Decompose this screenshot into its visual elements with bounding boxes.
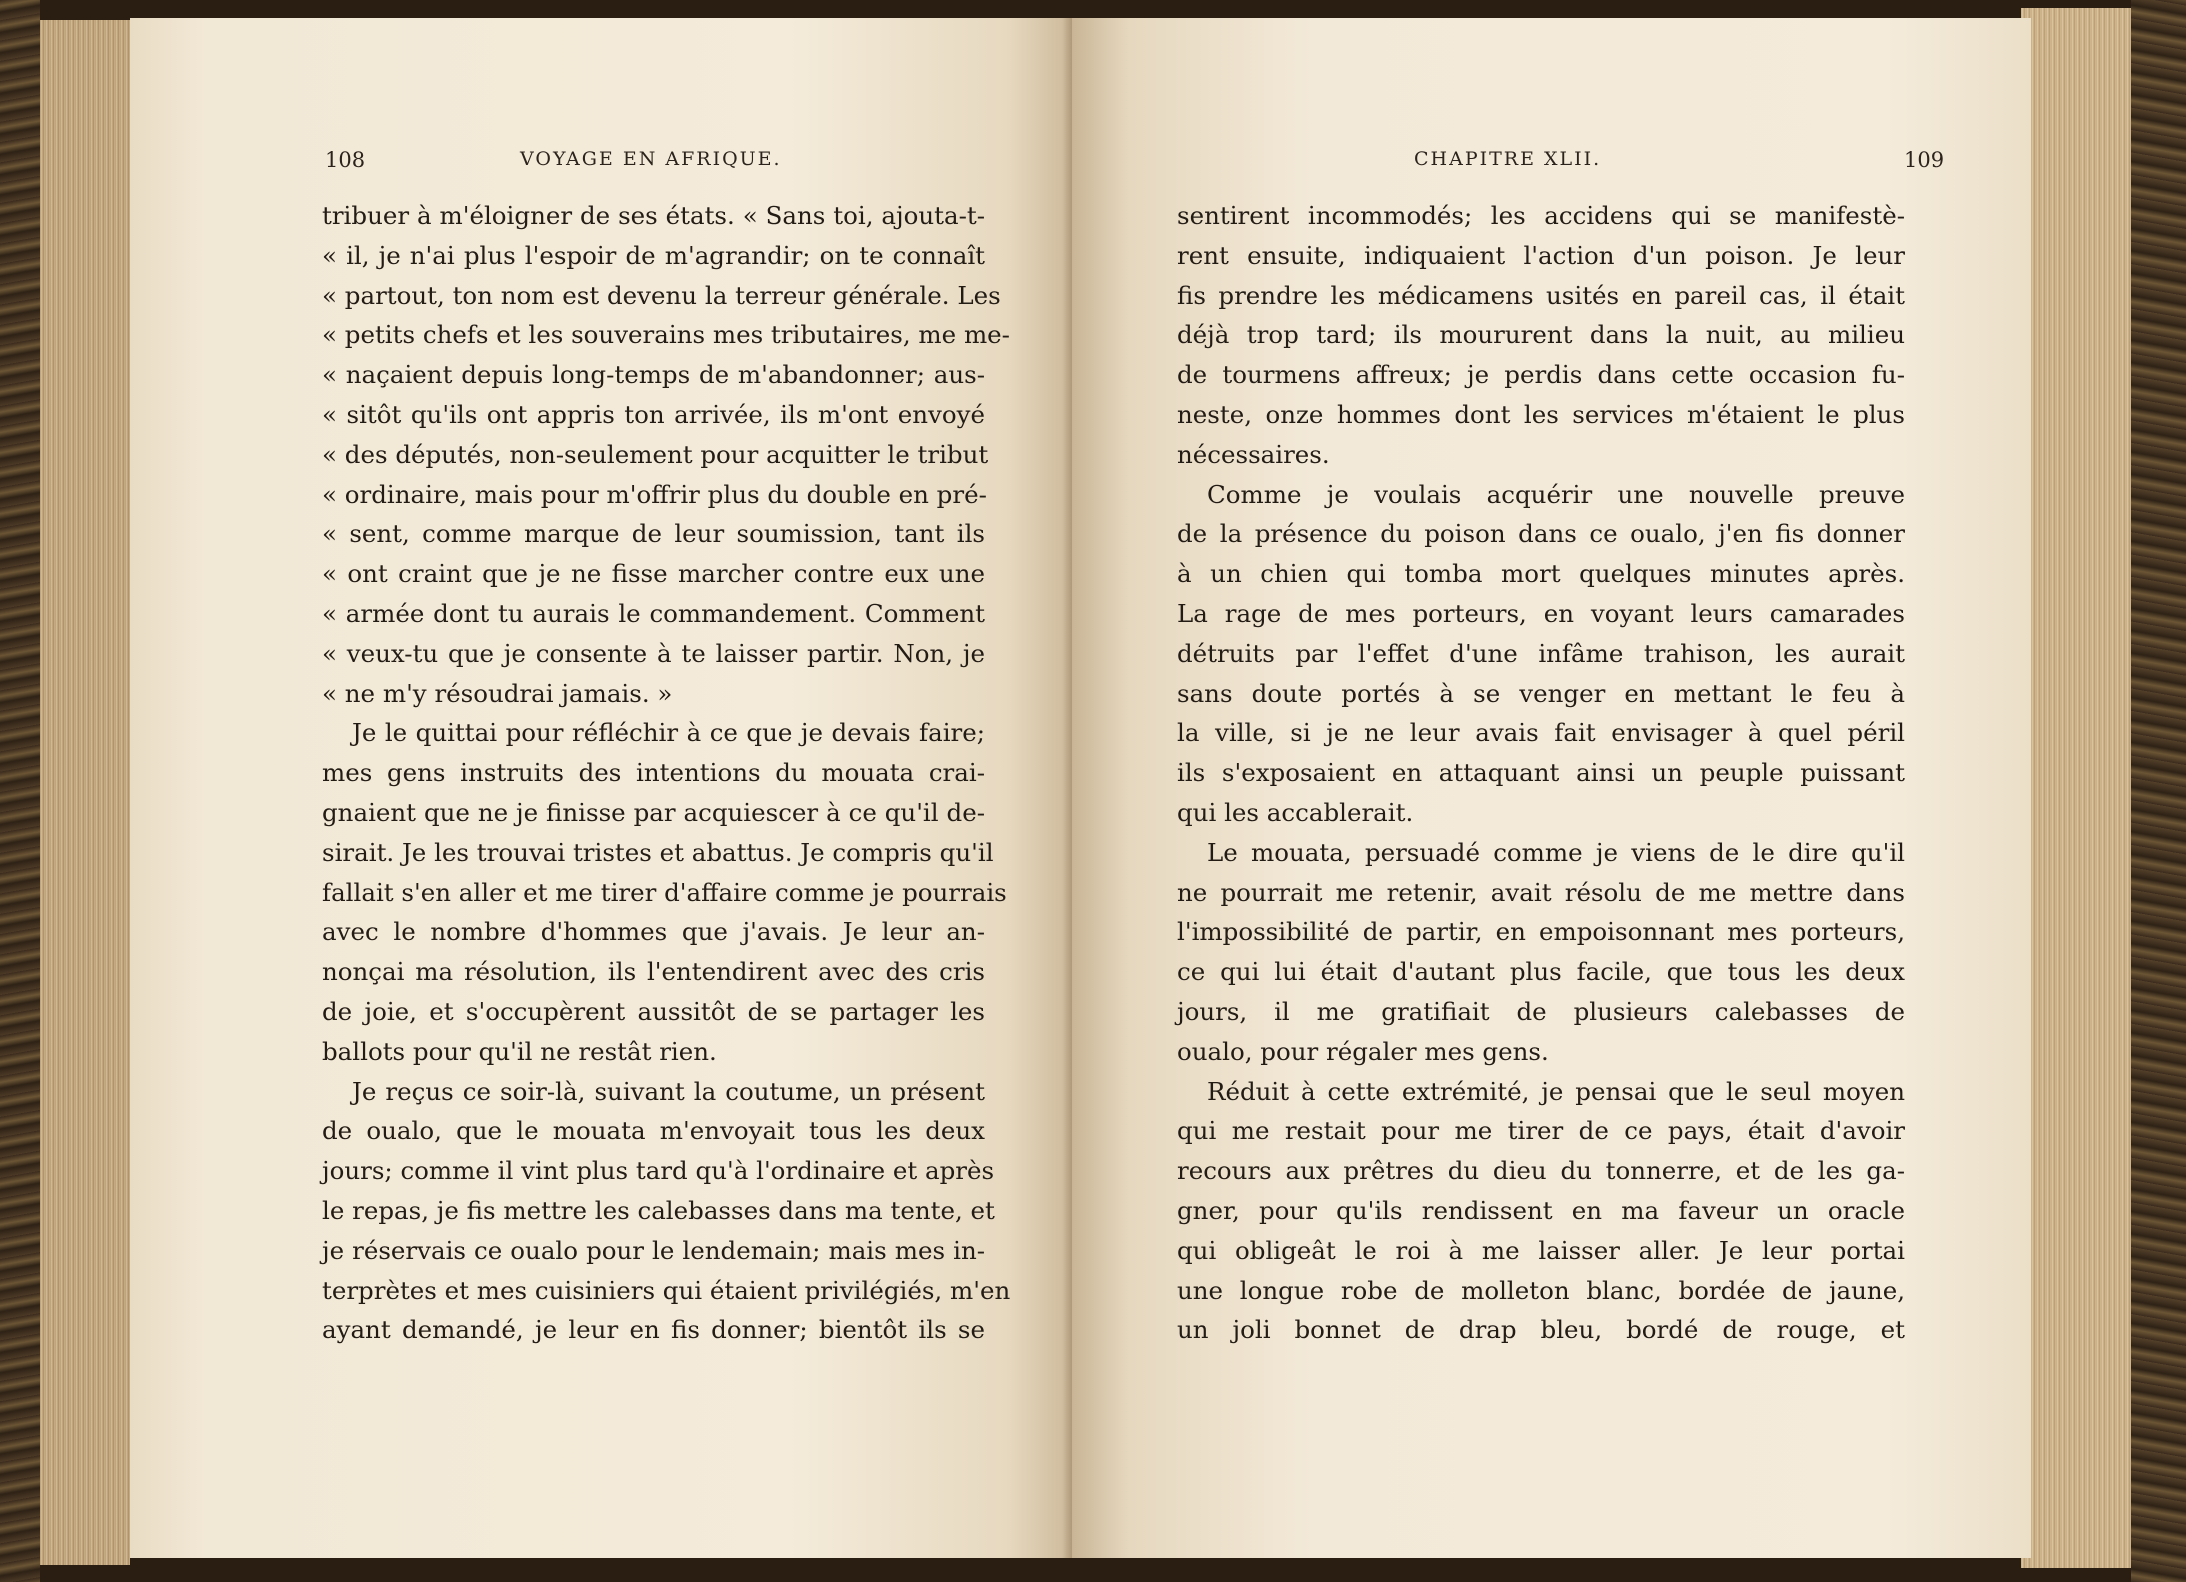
- text-line: de tourmens affreux; je perdis dans cette occasion fu-: [1177, 360, 1905, 390]
- text-line: ballots pour qu'il ne restât rien.: [322, 1036, 717, 1066]
- page-stack-right: [2021, 8, 2131, 1568]
- text-line: neste, onze hommes dont les services m'étaient le plus: [1177, 399, 1905, 429]
- text-line: je réservais ce oualo pour le lendemain; mais mes in-: [322, 1235, 985, 1265]
- right-page: [1072, 18, 2031, 1558]
- text-line: Je le quittai pour réfléchir à ce que je devais faire;: [352, 718, 985, 748]
- text-line: « ne m'y résoudrai jamais. »: [322, 678, 673, 708]
- text-line: ce qui lui était d'autant plus facile, que tous les deux: [1177, 957, 1905, 987]
- text-line: jours; comme il vint plus tard qu'à l'ordinaire et après: [322, 1156, 995, 1186]
- text-line: ayant demandé, je leur en fis donner; bientôt ils se: [322, 1315, 985, 1345]
- text-line: « ordinaire, mais pour m'offrir plus du double en pré-: [322, 479, 987, 509]
- text-line: ils s'exposaient en attaquant ainsi un peuple puissant: [1177, 758, 1905, 788]
- text-line: tribuer à m'éloigner de ses états. « Sans toi, ajouta-t-: [322, 201, 985, 230]
- text-line: terprètes et mes cuisiniers qui étaient privilégiés, m'en: [322, 1275, 1011, 1305]
- text-line: de la présence du poison dans ce oualo, j'en fis donner: [1177, 519, 1905, 549]
- text-line: détruits par l'effet d'une infâme trahison, les aurait: [1177, 638, 1905, 668]
- text-line: avec le nombre d'hommes que j'avais. Je leur an-: [322, 917, 985, 947]
- text-line: qui me restait pour me tirer de ce pays, était d'avoir: [1177, 1116, 1905, 1146]
- text-line: déjà trop tard; ils moururent dans la nuit, au milieu: [1177, 320, 1905, 350]
- text-line: « petits chefs et les souverains mes tributaires, me me-: [322, 320, 1010, 350]
- text-line: fis prendre les médicamens usités en pareil cas, il était: [1177, 280, 1905, 310]
- text-line: « des députés, non-seulement pour acquitter le tribut: [322, 439, 989, 469]
- text-line: recours aux prêtres du dieu du tonnerre, et de les ga-: [1177, 1156, 1905, 1186]
- left-page-text: [322, 196, 1011, 1350]
- text-line: Réduit à cette extrémité, je pensai que le seul moyen: [1207, 1076, 1905, 1106]
- running-head: CHAPITRE XLII.: [1414, 148, 1602, 170]
- text-line: le repas, je fis mettre les calebasses dans ma tente, et: [322, 1195, 995, 1225]
- text-line: oualo, pour régaler mes gens.: [1177, 1036, 1549, 1066]
- text-line: à un chien qui tomba mort quelques minutes après.: [1177, 559, 1905, 589]
- text-line: rent ensuite, indiquaient l'action d'un poison. Je leur: [1177, 240, 1905, 270]
- text-line: la ville, si je ne leur avais fait envisager à quel péril: [1177, 718, 1905, 748]
- marbled-cover-right: [2131, 0, 2186, 1582]
- text-line: La rage de mes porteurs, en voyant leurs camarades: [1177, 598, 1905, 628]
- right-page-text: [1177, 196, 1905, 1350]
- text-line: mes gens instruits des intentions du mouata crai-: [322, 758, 985, 788]
- text-line: « sent, comme marque de leur soumission, tant ils: [322, 519, 985, 549]
- text-line: ne pourrait me retenir, avait résolu de me mettre dans: [1177, 877, 1905, 907]
- text-line: « ont craint que je ne fisse marcher contre eux une: [322, 559, 985, 589]
- marbled-cover-left: [0, 0, 40, 1582]
- text-line: Le mouata, persuadé comme je viens de le dire qu'il: [1207, 837, 1905, 867]
- text-line: « naçaient depuis long-temps de m'abandonner; aus-: [322, 360, 985, 390]
- page-number: 109: [1904, 148, 1945, 172]
- text-line: Comme je voulais acquérir une nouvelle preuve: [1207, 479, 1905, 509]
- text-line: « veux-tu que je consente à te laisser partir. Non, je: [322, 638, 985, 668]
- text-line: nonçai ma résolution, ils l'entendirent avec des cris: [322, 957, 985, 987]
- text-line: gner, pour qu'ils rendissent en ma faveur un oracle: [1177, 1195, 1905, 1225]
- text-line: gnaient que ne je finisse par acquiescer à ce qu'il de-: [322, 797, 985, 827]
- text-line: sans doute portés à se venger en mettant le feu à: [1177, 678, 1905, 708]
- page-number: 108: [325, 148, 366, 172]
- text-line: un joli bonnet de drap bleu, bordé de rouge, et: [1177, 1315, 1905, 1345]
- text-line: fallait s'en aller et me tirer d'affaire comme je pourrais: [322, 877, 1007, 907]
- text-line: qui obligeât le roi à me laisser aller. Je leur portai: [1177, 1235, 1905, 1265]
- text-line: « partout, ton nom est devenu la terreur générale. Les: [322, 280, 1001, 310]
- text-line: nécessaires.: [1177, 439, 1330, 469]
- text-line: de joie, et s'occupèrent aussitôt de se partager les: [322, 996, 985, 1026]
- text-line: qui les accablerait.: [1177, 797, 1414, 827]
- text-line: « sitôt qu'ils ont appris ton arrivée, ils m'ont envoyé: [322, 399, 985, 429]
- text-line: « il, je n'ai plus l'espoir de m'agrandir; on te connaît: [322, 240, 985, 270]
- text-line: Je reçus ce soir-là, suivant la coutume, un présent: [352, 1076, 985, 1106]
- text-line: l'impossibilité de partir, en empoisonnant mes porteurs,: [1177, 917, 1905, 947]
- page-stack-left: [40, 20, 130, 1565]
- text-line: sirait. Je les trouvai tristes et abattus. Je compris qu'il: [322, 837, 994, 867]
- text-line: une longue robe de molleton blanc, bordée de jaune,: [1177, 1275, 1905, 1305]
- text-line: « armée dont tu aurais le commandement. Comment: [322, 598, 985, 628]
- running-head: VOYAGE EN AFRIQUE.: [520, 148, 782, 170]
- left-page: [130, 18, 1072, 1558]
- text-line: jours, il me gratifiait de plusieurs calebasses de: [1177, 996, 1905, 1026]
- text-line: de oualo, que le mouata m'envoyait tous les deux: [322, 1116, 985, 1146]
- text-line: sentirent incommodés; les accidens qui se manifestè-: [1177, 201, 1905, 230]
